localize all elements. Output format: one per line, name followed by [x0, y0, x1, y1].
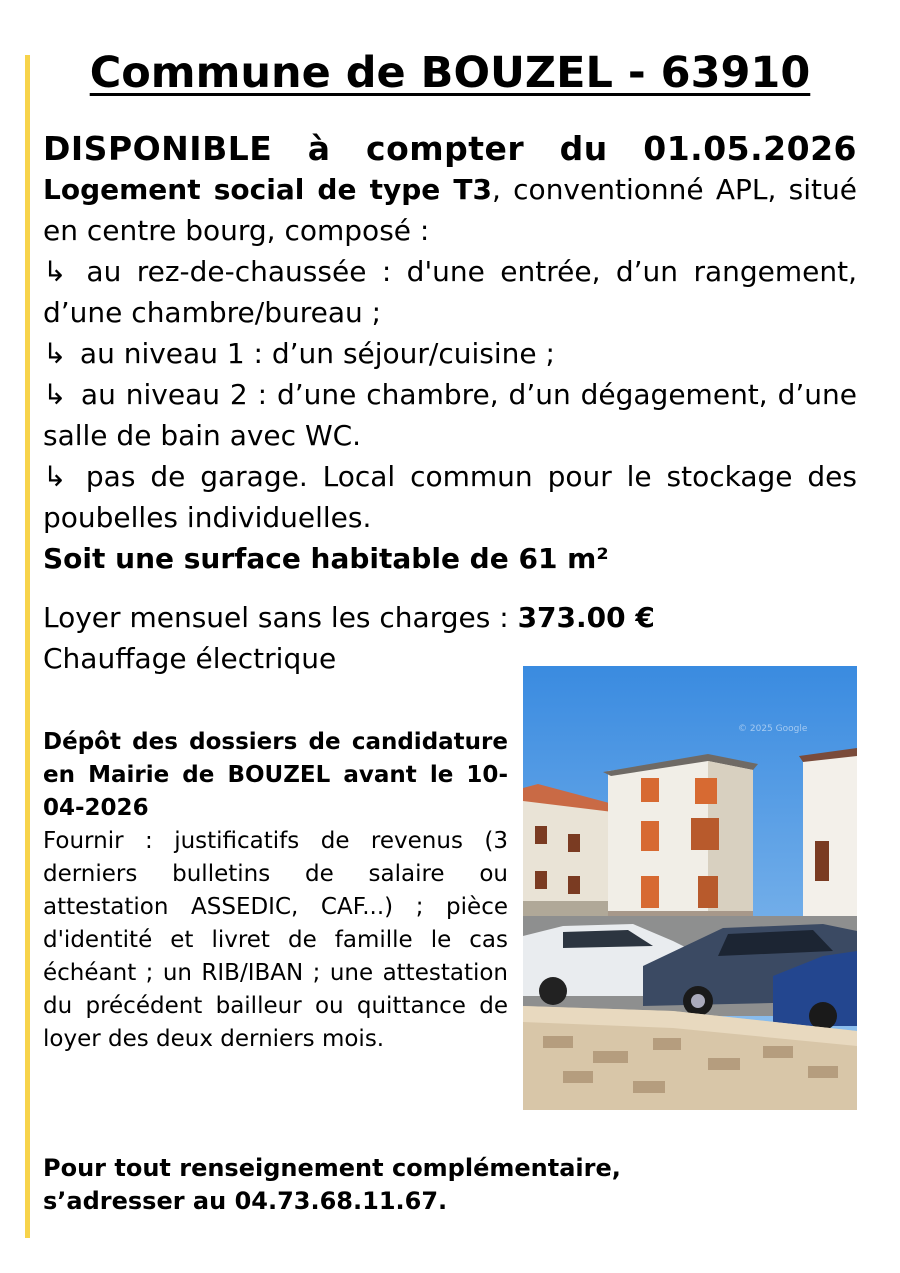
availability-headline: DISPONIBLE à compter du 01.05.2026	[43, 129, 857, 168]
contact-info	[43, 1152, 743, 1218]
listing-description	[43, 128, 857, 679]
surface-line: Soit une surface habitable de 61 m²	[43, 542, 609, 575]
deposit-title: Dépôt des dossiers de candidature en Mairie de BOUZEL avant le 10-04-2026	[43, 729, 508, 821]
arrow-icon: ↳	[43, 378, 67, 411]
contact-line-1: Pour tout renseignement complémentaire,	[43, 1154, 621, 1182]
bullet-level-2: ↳ au niveau 2 : d’une chambre, d’un dégagement, d’une salle de bain avec WC.	[43, 374, 857, 456]
bullet-ground-floor: ↳ au rez-de-chaussée : d'une entrée, d’un rangement, d’une chambre/bureau ;	[43, 251, 857, 333]
arrow-icon: ↳	[43, 337, 67, 370]
rent-amount: 373.00 €	[517, 601, 655, 634]
building-photo	[523, 666, 857, 1110]
page-title: Commune de BOUZEL - 63910	[89, 48, 811, 98]
bullet-level-1: ↳ au niveau 1 : d’un séjour/cuisine ;	[43, 333, 857, 374]
bullet-garage: ↳ pas de garage. Local commun pour le stockage des poubelles individuelles.	[43, 456, 857, 538]
heating-line: Chauffage électrique	[43, 642, 337, 675]
rent-line: Loyer mensuel sans les charges : 373.00 €	[43, 601, 655, 634]
photo-watermark: © 2025 Google	[738, 724, 808, 734]
arrow-icon: ↳	[43, 255, 67, 288]
intro-paragraph: Logement social de type T3, conventionné APL, situé en centre bourg, composé :	[43, 173, 857, 247]
required-documents: Fournir : justificatifs de revenus (3 derniers bulletins de salaire ou attestation ASSEDIC, CAF...) ; pièce d'identité et livret de famille le cas échéant ; un RIB/IBAN ; une attestation du précédent bailleur ou quittance de loyer des deux derniers mois.	[43, 828, 508, 1052]
accent-bar	[25, 55, 30, 1238]
application-deposit	[43, 726, 508, 1056]
contact-line-2: s’adresser au 04.73.68.11.67.	[43, 1187, 448, 1215]
arrow-icon: ↳	[43, 460, 67, 493]
